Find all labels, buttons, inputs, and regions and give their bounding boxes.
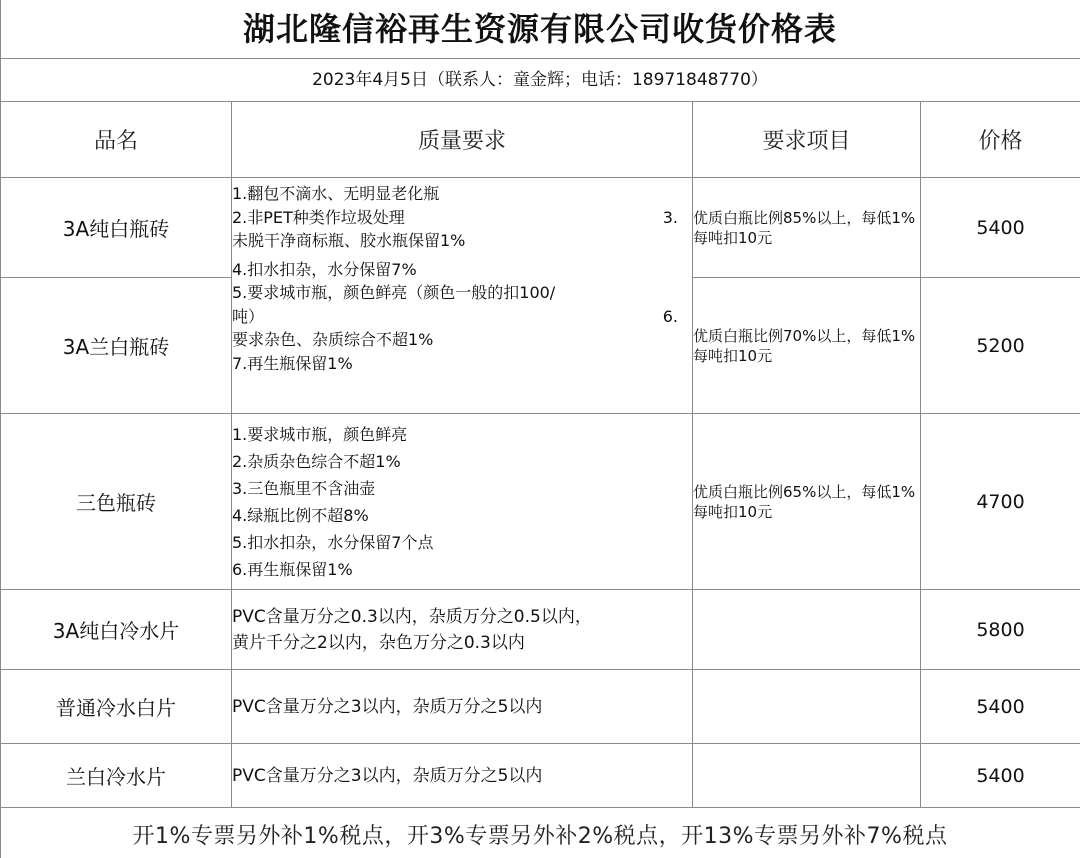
date-contact-line: 2023年4月5日（联系人：童金辉；电话：18971848770）	[0, 59, 1080, 102]
requirement-cell	[693, 590, 921, 670]
requirement-cell	[693, 744, 921, 808]
quality-line: PVC含量万分之3以内，杂质万分之5以内	[232, 696, 543, 717]
quality-line: 6.再生瓶保留1%	[232, 559, 353, 579]
quality-line: 5.要求城市瓶，颜色鲜亮（颜色一般的扣100/	[232, 283, 556, 302]
quality-line: 4.扣水扣杂，水分保留7%	[232, 259, 417, 279]
price-table	[0, 101, 1080, 808]
quality-line-group	[232, 305, 692, 329]
table-row	[1, 670, 1080, 744]
quality-line: 4.绿瓶比例不超8%	[232, 505, 369, 525]
quality-line: 5.扣水扣杂，水分保留7个点	[232, 532, 434, 552]
quality-line: 要求杂色、杂质综合不超1%	[232, 330, 434, 349]
quality-line: 1.翻包不滴水、无明显老化瓶	[232, 184, 440, 203]
table-row	[1, 744, 1080, 808]
quality-cell	[232, 670, 693, 744]
requirement-cell: 优质白瓶比例85%以上，每低1%每吨扣10元	[693, 178, 921, 278]
price-cell: 5400	[921, 178, 1080, 278]
price-cell: 5400	[921, 670, 1080, 744]
quality-line: 7.再生瓶保留1%	[232, 353, 353, 373]
quality-line: 1.要求城市瓶，颜色鲜亮	[232, 424, 408, 444]
quality-line: 3.	[662, 207, 678, 227]
tax-note: 开1%专票另外补1%税点，开3%专票另外补2%税点，开13%专票另外补7%税点	[132, 824, 948, 849]
quality-line: 2.非PET种类作垃圾处理	[232, 207, 405, 227]
quality-line-group	[232, 206, 692, 230]
quality-line: 3.三色瓶里不含油壶	[232, 478, 376, 498]
header-name: 品名	[1, 102, 232, 178]
header-requirement: 要求项目	[693, 102, 921, 178]
product-name: 三色瓶砖	[1, 414, 232, 590]
header-price: 价格	[921, 102, 1080, 178]
product-name: 3A兰白瓶砖	[1, 278, 232, 414]
product-name: 3A纯白冷水片	[1, 590, 232, 670]
price-cell: 5800	[921, 590, 1080, 670]
table-row	[1, 178, 1080, 278]
quality-line: PVC含量万分之3以内，杂质万分之5以内	[232, 765, 543, 786]
header-row	[1, 102, 1080, 178]
table-row	[1, 414, 1080, 590]
quality-line: 2.杂质杂色综合不超1%	[232, 451, 401, 471]
table-row	[1, 590, 1080, 670]
product-name: 普通冷水白片	[1, 670, 232, 744]
price-cell: 4700	[921, 414, 1080, 590]
quality-line: PVC含量万分之0.3以内，杂质万分之0.5以内，	[232, 606, 592, 627]
price-cell: 5400	[921, 744, 1080, 808]
page-title: 湖北隆信裕再生资源有限公司收货价格表	[0, 0, 1080, 59]
quality-cell	[232, 590, 693, 670]
requirement-cell: 优质白瓶比例70%以上，每低1%每吨扣10元	[693, 278, 921, 414]
header-quality: 质量要求	[232, 102, 693, 178]
quality-line: 黄片千分之2以内，杂色万分之0.3以内	[232, 632, 525, 653]
price-cell: 5200	[921, 278, 1080, 414]
quality-cell	[232, 744, 693, 808]
requirement-cell: 优质白瓶比例65%以上，每低1%每吨扣10元	[693, 414, 921, 590]
quality-line: 未脱干净商标瓶、胶水瓶保留1%	[232, 231, 466, 250]
product-name: 兰白冷水片	[1, 744, 232, 808]
quality-cell-bottle	[232, 178, 693, 414]
quality-line: 6.	[662, 306, 678, 326]
quality-line: 吨）	[232, 306, 265, 326]
requirement-cell	[693, 670, 921, 744]
quality-cell-tricolor	[232, 414, 693, 590]
product-name: 3A纯白瓶砖	[1, 178, 232, 278]
